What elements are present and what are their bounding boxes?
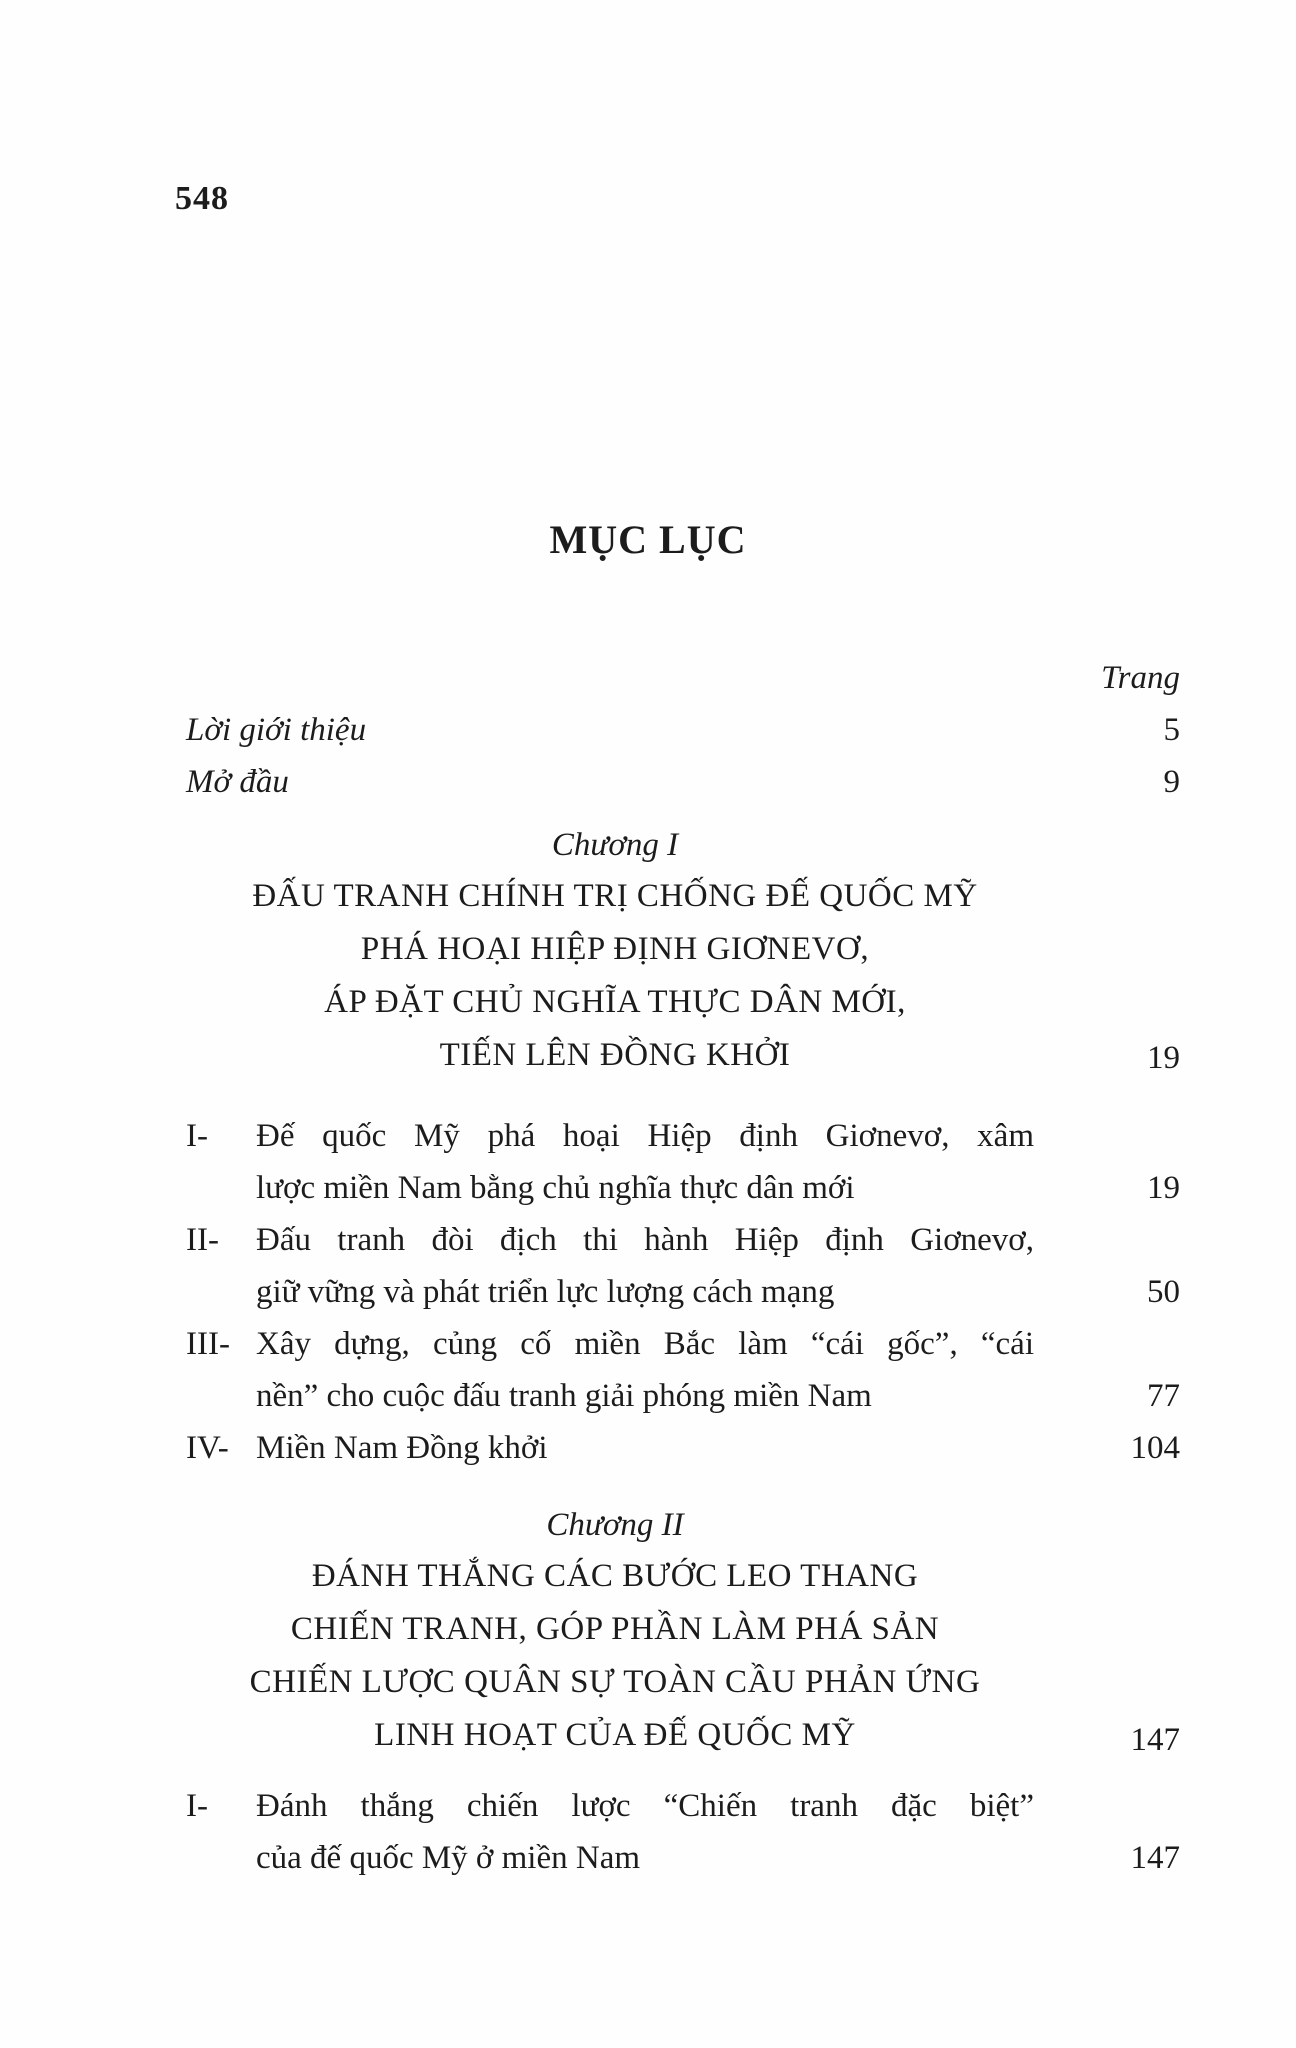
- section-title-line[interactable]: Đánh thắng chiến lược “Chiến tranh đặc biệt”: [256, 1788, 1034, 1824]
- section-title-line[interactable]: của đế quốc Mỹ ở miền Nam: [256, 1840, 641, 1876]
- chapter-title-line: PHÁ HOẠI HIỆP ĐỊNH GIƠNEVƠ,: [360, 931, 870, 967]
- page-title: MỤC LỤC: [549, 517, 747, 562]
- chapter-title-line: LINH HOẠT CỦA ĐẾ QUỐC MỸ: [374, 1717, 856, 1753]
- toc-page-number: 19: [1147, 1040, 1180, 1076]
- section-title-line[interactable]: Đấu tranh đòi địch thi hành Hiệp định Giơnevơ,: [256, 1222, 1034, 1258]
- section-number: II-: [186, 1222, 219, 1258]
- section-title-line[interactable]: lược miền Nam bằng chủ nghĩa thực dân mới: [256, 1170, 855, 1206]
- toc-page-number: 147: [1130, 1722, 1180, 1758]
- section-number: I-: [186, 1788, 208, 1824]
- chapter-heading[interactable]: [185, 820, 1045, 1082]
- chapter-title-line: TIẾN LÊN ĐỒNG KHỞI: [439, 1037, 791, 1073]
- chapter-title-line: ĐÁNH THẮNG CÁC BƯỚC LEO THANG: [311, 1558, 919, 1594]
- chapter-title-line: ÁP ĐẶT CHỦ NGHĨA THỰC DÂN MỚI,: [324, 984, 906, 1020]
- toc-page-number: 77: [1147, 1378, 1180, 1414]
- section-title-line[interactable]: Đế quốc Mỹ phá hoại Hiệp định Giơnevơ, xâm: [256, 1118, 1034, 1154]
- toc-page-number: 147: [1130, 1840, 1180, 1876]
- toc-page-number: 50: [1147, 1274, 1180, 1310]
- toc-page-number: 9: [1163, 764, 1180, 800]
- chapter-heading[interactable]: [185, 1500, 1045, 1762]
- toc-page-number: 19: [1147, 1170, 1180, 1206]
- toc-entry-loi-gioi-thieu[interactable]: Lời giới thiệu: [186, 712, 367, 748]
- section-number: III-: [186, 1326, 230, 1362]
- chapter-label: Chương II: [546, 1507, 684, 1543]
- toc-entry-mo-dau[interactable]: Mở đầu: [186, 764, 289, 800]
- chapter-title-line: ĐẤU TRANH CHÍNH TRỊ CHỐNG ĐẾ QUỐC MỸ: [252, 878, 978, 914]
- toc-page-number: 5: [1163, 712, 1180, 748]
- section-number: IV-: [186, 1430, 229, 1466]
- toc-page-number: 104: [1130, 1430, 1180, 1466]
- chapter-title-line: CHIẾN TRANH, GÓP PHẦN LÀM PHÁ SẢN: [290, 1611, 940, 1647]
- section-number: I-: [186, 1118, 208, 1154]
- section-title-line[interactable]: nền” cho cuộc đấu tranh giải phóng miền Nam: [256, 1378, 872, 1414]
- chapter-label: Chương I: [551, 827, 679, 863]
- section-title-line[interactable]: giữ vững và phát triển lực lượng cách mạng: [256, 1274, 835, 1310]
- section-title-line[interactable]: Xây dựng, củng cố miền Bắc làm “cái gốc”, “cái: [256, 1326, 1034, 1362]
- section-title-line[interactable]: Miền Nam Đồng khởi: [256, 1430, 548, 1466]
- chapter-title-line: CHIẾN LƯỢC QUÂN SỰ TOÀN CẦU PHẢN ỨNG: [249, 1664, 981, 1700]
- page-number: 548: [175, 180, 229, 217]
- page-column-label: Trang: [1101, 660, 1180, 696]
